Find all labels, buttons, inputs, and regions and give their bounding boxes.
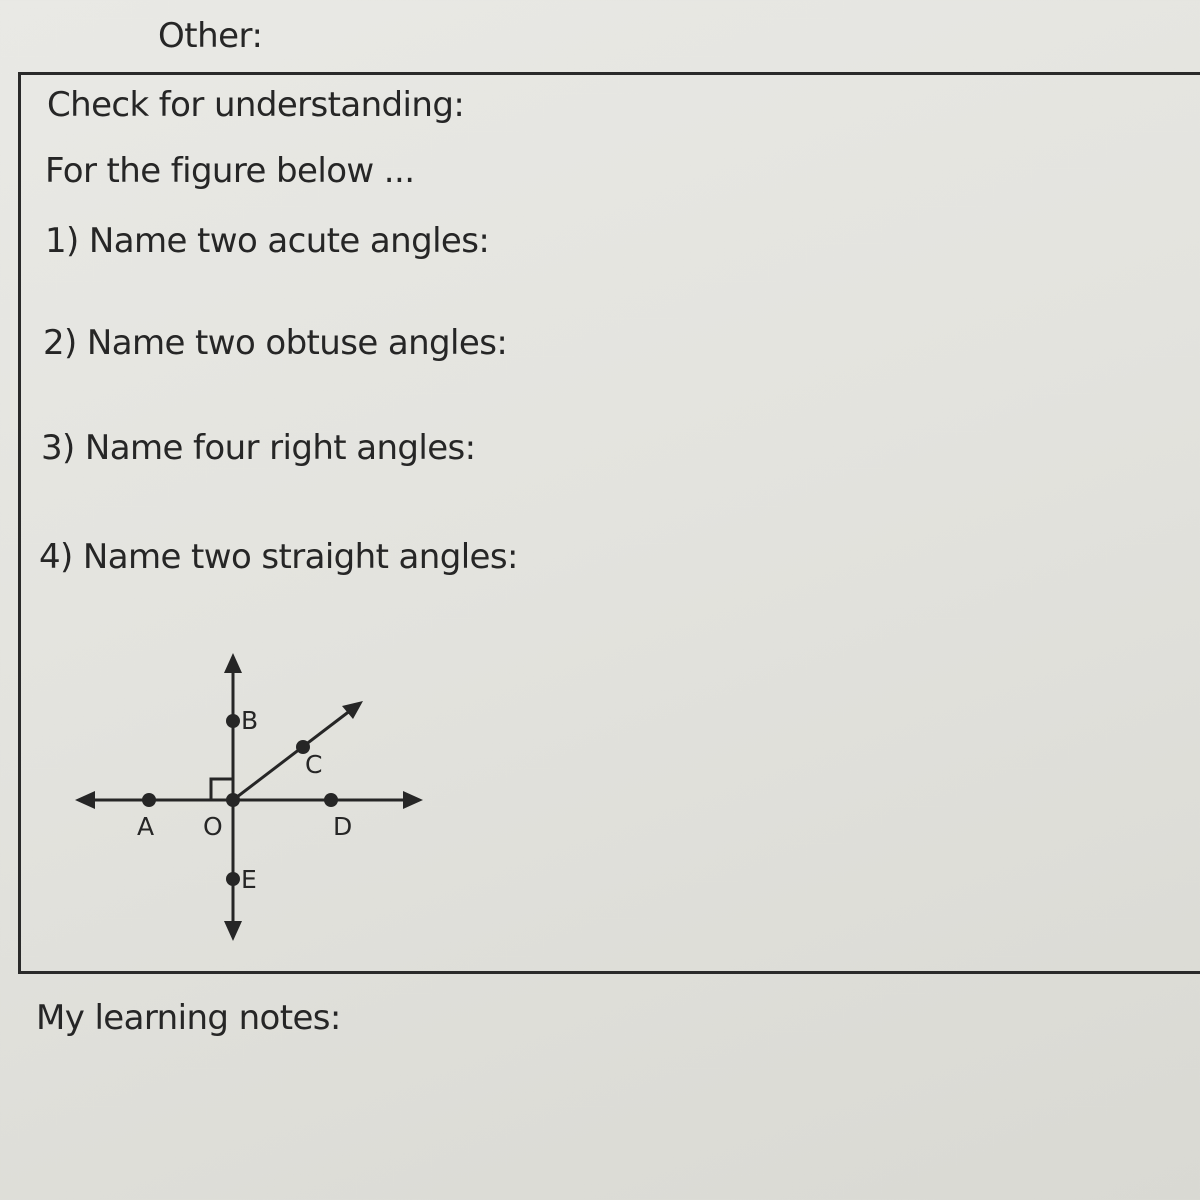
label-a: A — [137, 812, 155, 841]
check-for-understanding-box — [18, 72, 1200, 974]
point-d — [324, 793, 338, 807]
point-b — [226, 714, 240, 728]
question-4: 4) Name two straight angles: — [39, 537, 518, 577]
angle-figure — [71, 643, 451, 943]
angle-figure-drawing — [71, 643, 451, 943]
arrow-up — [224, 653, 242, 673]
point-a — [142, 793, 156, 807]
section-heading: Check for understanding: — [47, 85, 465, 125]
question-2: 2) Name two obtuse angles: — [43, 323, 508, 363]
label-e: E — [241, 865, 257, 894]
question-1: 1) Name two acute angles: — [45, 221, 490, 261]
label-b: B — [241, 706, 259, 735]
other-label: Other: — [158, 16, 263, 56]
arrow-left — [75, 791, 95, 809]
figure-prompt: For the figure below ... — [45, 151, 415, 191]
arrow-down — [224, 921, 242, 941]
question-3: 3) Name four right angles: — [41, 428, 476, 468]
label-d: D — [333, 812, 353, 841]
arrow-right — [403, 791, 423, 809]
point-o — [226, 793, 240, 807]
label-c: C — [305, 750, 323, 779]
point-e — [226, 872, 240, 886]
label-o: O — [203, 812, 223, 841]
learning-notes-label: My learning notes: — [36, 998, 341, 1038]
